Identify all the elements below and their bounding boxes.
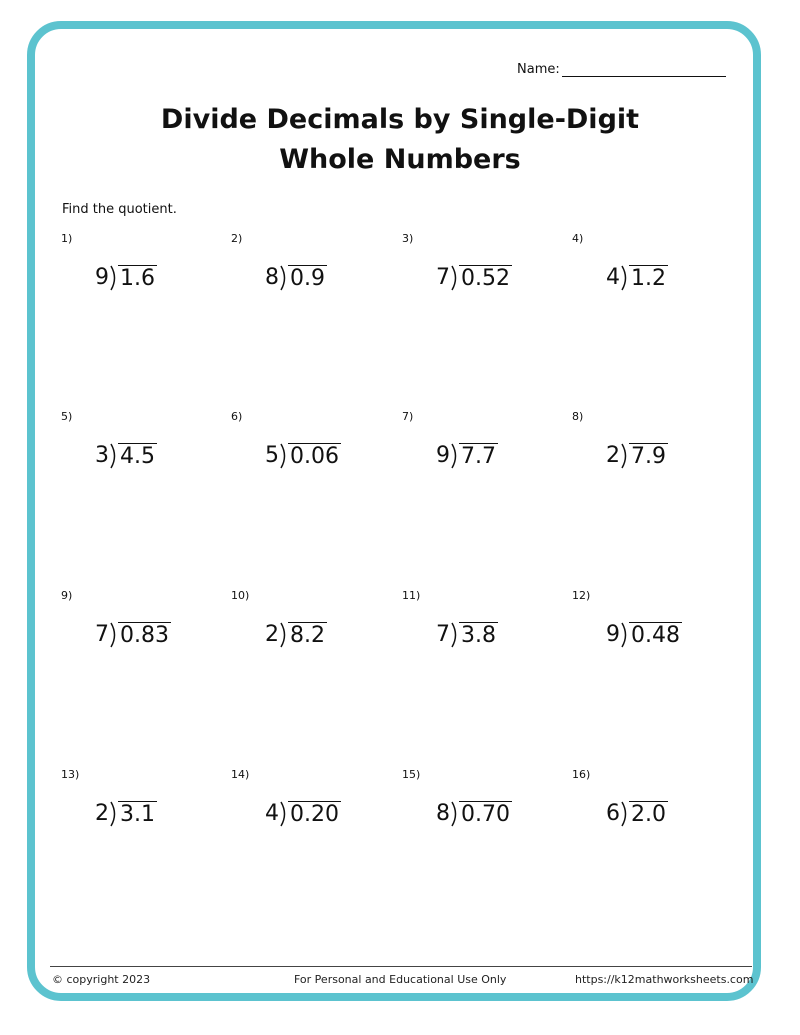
- problem-number: 2): [231, 232, 243, 245]
- divisor: 9: [606, 622, 620, 647]
- divisor: 4: [265, 801, 279, 826]
- problem-item: [572, 768, 732, 858]
- divisor: 8: [436, 801, 450, 826]
- dividend: 0.70: [461, 802, 510, 827]
- problem-number: 15): [402, 768, 421, 781]
- long-division-expression: [265, 800, 341, 828]
- divisor: 2: [95, 801, 109, 826]
- divisor: 9: [436, 443, 450, 468]
- problem-number: 11): [402, 589, 421, 602]
- problem-item: [231, 589, 391, 679]
- dividend: 4.5: [120, 444, 155, 469]
- title-line-2: Whole Numbers: [279, 144, 521, 175]
- long-division-expression: [606, 442, 668, 470]
- long-division-expression: [265, 264, 327, 292]
- division-bracket-icon: [280, 443, 288, 469]
- footer-copyright: © copyright 2023: [52, 973, 151, 986]
- problem-number: 6): [231, 410, 243, 423]
- problem-item: [61, 410, 221, 500]
- division-bracket-icon: [451, 801, 459, 827]
- problem-item: [402, 410, 562, 500]
- footer-usage: For Personal and Educational Use Only: [294, 973, 507, 986]
- dividend: 0.48: [631, 623, 680, 648]
- problem-item: [402, 589, 562, 679]
- dividend: 7.9: [631, 444, 666, 469]
- dividend: 0.20: [290, 802, 339, 827]
- divisor: 2: [265, 622, 279, 647]
- long-division-expression: [606, 800, 668, 828]
- problem-item: [231, 768, 391, 858]
- long-division-expression: [265, 621, 327, 649]
- problem-item: [572, 410, 732, 500]
- long-division-expression: [436, 800, 512, 828]
- dividend: 1.6: [120, 266, 155, 291]
- divisor: 9: [95, 265, 109, 290]
- problem-item: [572, 232, 732, 322]
- dividend: 0.52: [461, 266, 510, 291]
- division-bracket-icon: [451, 443, 459, 469]
- footer-divider: [50, 966, 752, 967]
- long-division-expression: [436, 621, 498, 649]
- division-bracket-icon: [451, 265, 459, 291]
- page-title: [0, 100, 800, 180]
- problem-item: [402, 768, 562, 858]
- dividend: 8.2: [290, 623, 325, 648]
- division-bracket-icon: [110, 622, 118, 648]
- problem-number: 16): [572, 768, 591, 781]
- division-bracket-icon: [280, 801, 288, 827]
- dividend: 0.9: [290, 266, 325, 291]
- long-division-expression: [95, 621, 171, 649]
- problem-number: 13): [61, 768, 80, 781]
- problem-number: 12): [572, 589, 591, 602]
- dividend: 0.06: [290, 444, 339, 469]
- division-bracket-icon: [621, 801, 629, 827]
- name-blank-line: [562, 62, 726, 77]
- problem-item: [572, 589, 732, 679]
- long-division-expression: [436, 264, 512, 292]
- dividend: 2.0: [631, 802, 666, 827]
- division-bracket-icon: [110, 265, 118, 291]
- problem-number: 8): [572, 410, 584, 423]
- division-bracket-icon: [280, 622, 288, 648]
- divisor: 5: [265, 443, 279, 468]
- dividend: 0.83: [120, 623, 169, 648]
- name-label: Name:: [517, 62, 560, 77]
- divisor: 7: [95, 622, 109, 647]
- division-bracket-icon: [621, 265, 629, 291]
- dividend: 7.7: [461, 444, 496, 469]
- division-bracket-icon: [621, 622, 629, 648]
- divisor: 2: [606, 443, 620, 468]
- instructions: Find the quotient.: [62, 202, 177, 217]
- problem-number: 1): [61, 232, 73, 245]
- dividend: 3.1: [120, 802, 155, 827]
- divisor: 4: [606, 265, 620, 290]
- long-division-expression: [95, 264, 157, 292]
- division-bracket-icon: [110, 443, 118, 469]
- problem-item: [61, 589, 221, 679]
- divisor: 8: [265, 265, 279, 290]
- footer-url: https://k12mathworksheets.com: [575, 973, 754, 986]
- problem-number: 7): [402, 410, 414, 423]
- long-division-expression: [606, 264, 668, 292]
- name-field: [517, 62, 726, 77]
- problem-number: 9): [61, 589, 73, 602]
- division-bracket-icon: [451, 622, 459, 648]
- problem-number: 10): [231, 589, 250, 602]
- divisor: 7: [436, 622, 450, 647]
- long-division-expression: [95, 800, 157, 828]
- divisor: 3: [95, 443, 109, 468]
- title-line-1: Divide Decimals by Single-Digit: [160, 104, 640, 135]
- long-division-expression: [95, 442, 157, 470]
- divisor: 7: [436, 265, 450, 290]
- problem-item: [231, 410, 391, 500]
- division-bracket-icon: [621, 443, 629, 469]
- division-bracket-icon: [110, 801, 118, 827]
- dividend: 3.8: [461, 623, 496, 648]
- problem-number: 14): [231, 768, 250, 781]
- long-division-expression: [436, 442, 498, 470]
- problem-item: [402, 232, 562, 322]
- divisor: 6: [606, 801, 620, 826]
- problem-item: [61, 768, 221, 858]
- dividend: 1.2: [631, 266, 666, 291]
- long-division-expression: [606, 621, 682, 649]
- problem-item: [61, 232, 221, 322]
- long-division-expression: [265, 442, 341, 470]
- division-bracket-icon: [280, 265, 288, 291]
- problem-number: 5): [61, 410, 73, 423]
- problem-item: [231, 232, 391, 322]
- problem-number: 4): [572, 232, 584, 245]
- problem-number: 3): [402, 232, 414, 245]
